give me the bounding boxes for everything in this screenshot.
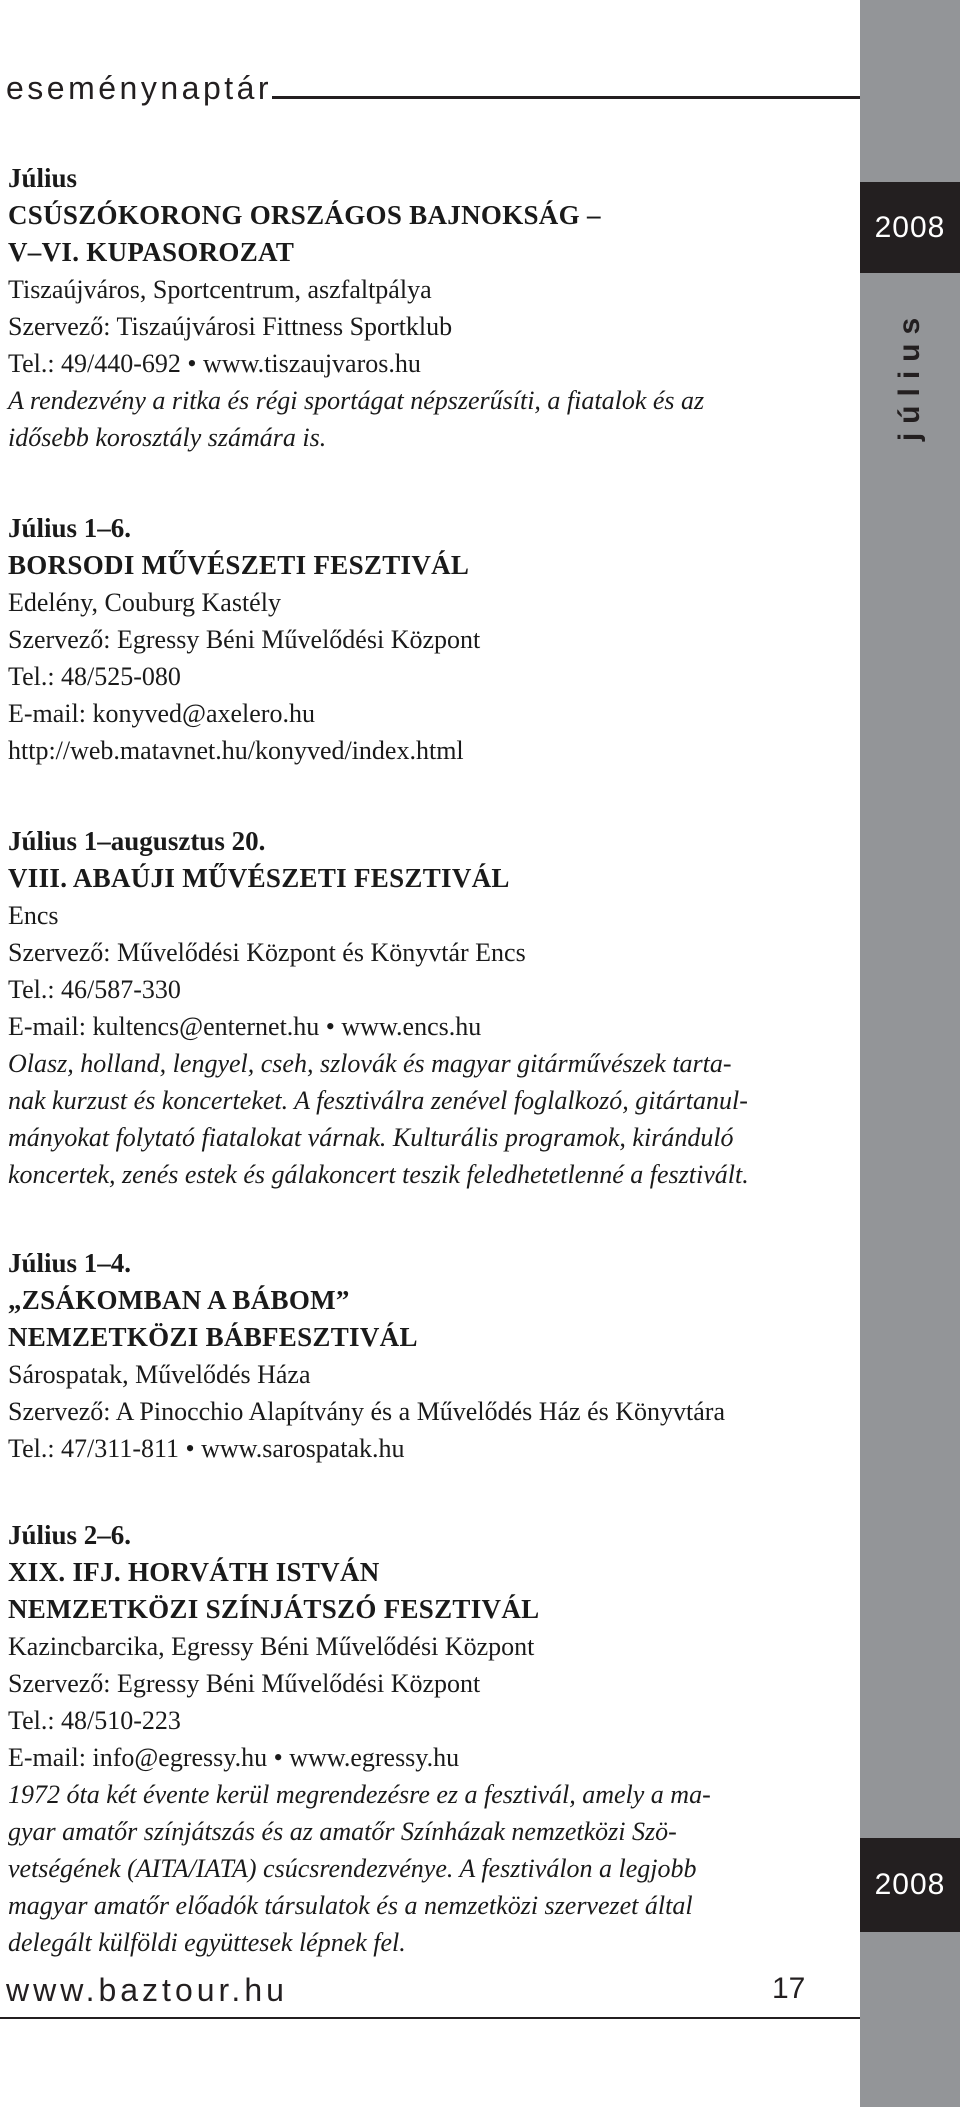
event-item bbox=[8, 1517, 848, 1961]
event-description-line: vetségének (AITA/IATA) csúcsrendezvénye. A fesztiválon a legjobb bbox=[8, 1854, 697, 1883]
event-date: Július 1–6. bbox=[8, 513, 132, 543]
year-tab-top: 2008 bbox=[860, 182, 960, 273]
event-venue: Tiszaújváros, Sportcentrum, aszfaltpálya bbox=[8, 275, 432, 304]
event-organizer: Szervező: Egressy Béni Művelődési Központ bbox=[8, 1669, 481, 1698]
event-date: Július 1–augusztus 20. bbox=[8, 826, 266, 856]
header-divider bbox=[272, 96, 860, 99]
event-title-line: V–VI. KUPASOROZAT bbox=[8, 237, 295, 267]
event-organizer: Szervező: A Pinocchio Alapítvány és a Művelődés Ház és Könyvtára bbox=[8, 1397, 725, 1426]
event-contact: E-mail: kultencs@enternet.hu • www.encs.hu bbox=[8, 1012, 482, 1041]
event-contact: E-mail: info@egressy.hu • www.egressy.hu bbox=[8, 1743, 460, 1772]
event-item bbox=[8, 160, 848, 456]
event-venue: Sárospatak, Művelődés Háza bbox=[8, 1360, 311, 1389]
page-number: 17 bbox=[772, 1972, 806, 2005]
page-header bbox=[0, 62, 860, 112]
month-label-vertical: július bbox=[893, 308, 926, 442]
event-title-line: VIII. ABAÚJI MŰVÉSZETI FESZTIVÁL bbox=[8, 863, 510, 893]
event-organizer: Szervező: Művelődési Központ és Könyvtár Encs bbox=[8, 938, 526, 967]
footer-divider bbox=[0, 2017, 860, 2019]
event-phone: Tel.: 48/525-080 bbox=[8, 662, 181, 691]
event-organizer: Szervező: Egressy Béni Művelődési Központ bbox=[8, 625, 481, 654]
event-email: E-mail: konyved@axelero.hu bbox=[8, 699, 315, 728]
event-organizer: Szervező: Tiszaújvárosi Fittness Sportklub bbox=[8, 312, 453, 341]
event-phone: Tel.: 48/510-223 bbox=[8, 1706, 181, 1735]
event-title-line: NEMZETKÖZI BÁBFESZTIVÁL bbox=[8, 1322, 418, 1352]
page-title: eseménynaptár bbox=[6, 70, 273, 106]
event-date: Július 1–4. bbox=[8, 1248, 132, 1278]
event-contact: Tel.: 49/440-692 • www.tiszaujvaros.hu bbox=[8, 349, 421, 378]
event-phone: Tel.: 46/587-330 bbox=[8, 975, 181, 1004]
event-list bbox=[8, 160, 848, 2013]
event-date: Július bbox=[8, 163, 78, 193]
event-description-line: 1972 óta két évente kerül megrendezésre ez a fesztivál, amely a ma- bbox=[8, 1780, 711, 1809]
event-description-line: Olasz, holland, lengyel, cseh, szlovák és magyar gitárművészek tarta- bbox=[8, 1049, 732, 1078]
event-date: Július 2–6. bbox=[8, 1520, 132, 1550]
event-contact: Tel.: 47/311-811 • www.sarospatak.hu bbox=[8, 1434, 405, 1463]
event-description-line: magyar amatőr előadók társulatok és a nemzetközi szervezet által bbox=[8, 1891, 693, 1920]
event-website: http://web.matavnet.hu/konyved/index.html bbox=[8, 736, 464, 765]
event-description-line: mányokat folytató fiatalokat várnak. Kulturális programok, kiránduló bbox=[8, 1123, 734, 1152]
event-description-line: delegált külföldi együttesek lépnek fel. bbox=[8, 1928, 406, 1957]
event-description-line: koncertek, zenés estek és gálakoncert teszik feledhetetlenné a fesztivált. bbox=[8, 1160, 749, 1189]
event-title-line: BORSODI MŰVÉSZETI FESZTIVÁL bbox=[8, 550, 470, 580]
footer-website: www.baztour.hu bbox=[6, 1972, 288, 2008]
event-item bbox=[8, 510, 848, 769]
event-description-line: nak kurzust és koncerteket. A fesztiválra zenével foglalkozó, gitártanul- bbox=[8, 1086, 748, 1115]
page-footer bbox=[0, 1960, 860, 2020]
event-title-line: „ZSÁKOMBAN A BÁBOM” bbox=[8, 1285, 350, 1315]
event-item bbox=[8, 1245, 848, 1467]
event-venue: Encs bbox=[8, 901, 59, 930]
event-description-line: idősebb korosztály számára is. bbox=[8, 423, 327, 452]
event-description-line: A rendezvény a ritka és régi sportágat népszerűsíti, a fiatalok és az bbox=[8, 386, 705, 415]
event-venue: Edelény, Couburg Kastély bbox=[8, 588, 281, 617]
year-tab-bottom: 2008 bbox=[860, 1838, 960, 1932]
event-title-line: NEMZETKÖZI SZÍNJÁTSZÓ FESZTIVÁL bbox=[8, 1594, 540, 1624]
event-item bbox=[8, 823, 848, 1193]
event-title-line: CSÚSZÓKORONG ORSZÁGOS BAJNOKSÁG – bbox=[8, 200, 601, 230]
event-description-line: gyar amatőr színjátszás és az amatőr Színházak nemzetközi Szö- bbox=[8, 1817, 677, 1846]
event-venue: Kazincbarcika, Egressy Béni Művelődési Központ bbox=[8, 1632, 535, 1661]
event-title-line: XIX. IFJ. HORVÁTH ISTVÁN bbox=[8, 1557, 380, 1587]
